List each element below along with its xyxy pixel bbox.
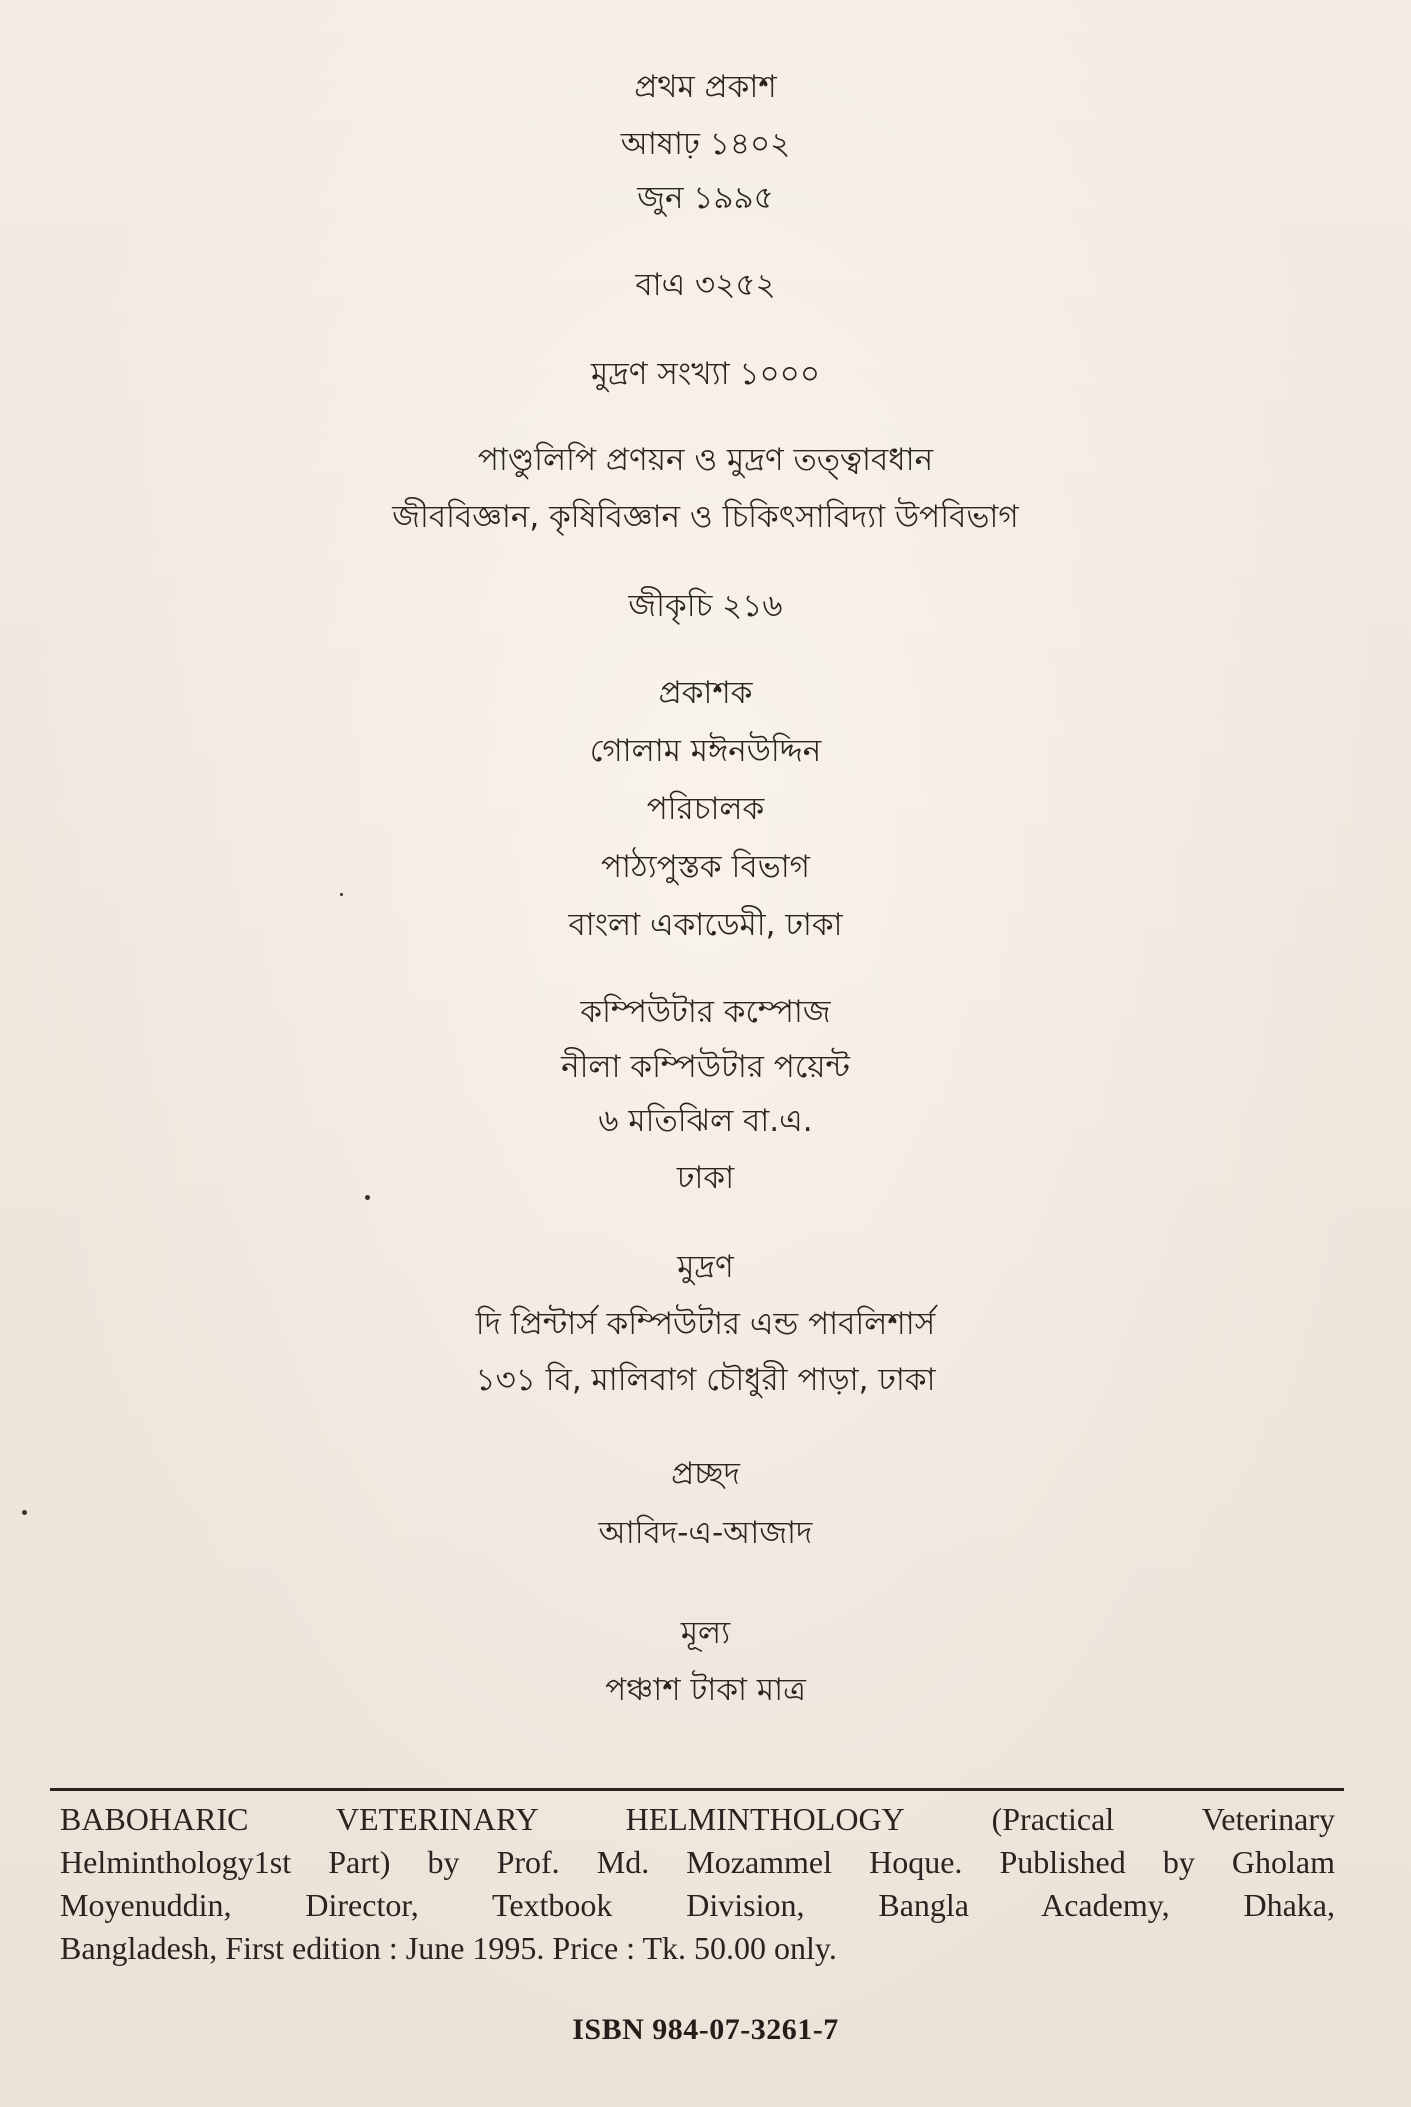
price-value: পঞ্চাশ টাকা মাত্র	[605, 1672, 806, 1708]
paper-speck	[22, 1510, 27, 1515]
printer-address: ১৩১ বি, মালিবাগ চৌধুরী পাড়া, ঢাকা	[475, 1362, 936, 1398]
paper-speck	[340, 893, 343, 896]
manuscript-supervision: পাণ্ডুলিপি প্রণয়ন ও মুদ্রণ তত্ত্বাবধান	[477, 442, 934, 478]
imprint-line: Bangladesh, First edition : June 1995. Price : Tk. 50.00 only.	[60, 1930, 837, 1966]
printer-name: দি প্রিন্টার্স কম্পিউটার এন্ড পাবলিশার্স	[475, 1306, 936, 1342]
bengali-date: আষাঢ় ১৪০২	[620, 126, 791, 162]
subdivision-name: জীববিজ্ঞান, কৃষিবিজ্ঞান ও চিকিৎসাবিদ্যা উপবিভাগ	[392, 499, 1019, 535]
cover-artist: আবিদ-এ-আজাদ	[598, 1515, 813, 1551]
publisher-org: বাংলা একাডেমী, ঢাকা	[568, 907, 843, 943]
publisher-name: গোলাম মঈনউদ্দিন	[589, 733, 822, 769]
price-label: মূল্য	[680, 1615, 731, 1651]
english-date-bn: জুন ১৯৯৫	[637, 180, 774, 216]
compose-address: ৬ মতিঝিল বা.এ.	[598, 1103, 813, 1139]
divider-rule	[50, 1788, 1344, 1791]
paper-speck	[365, 1195, 370, 1200]
publisher-label: প্রকাশক	[658, 675, 753, 711]
compose-label: কম্পিউটার কম্পোজ	[580, 994, 831, 1030]
imprint-line: Moyenuddin, Director, Textbook Division, Bangla Academy, Dhaka,	[60, 1887, 1335, 1923]
english-imprint-paragraph	[60, 1798, 1335, 1970]
publisher-title: পরিচালক	[646, 791, 765, 827]
publisher-division: পাঠ্যপুস্তক বিভাগ	[601, 849, 810, 885]
isbn-number: ISBN 984-07-3261-7	[572, 2013, 839, 2046]
imprint-line: Helminthology1st Part) by Prof. Md. Mozammel Hoque. Published by Gholam	[60, 1844, 1335, 1880]
imprint-line: BABOHARIC VETERINARY HELMINTHOLOGY (Practical Veterinary	[60, 1801, 1335, 1837]
catalog-code: জীকৃচি ২১৬	[628, 588, 783, 624]
compose-city: ঢাকা	[676, 1160, 735, 1196]
academy-serial: বাএ ৩২৫২	[635, 267, 776, 303]
print-run: মুদ্রণ সংখ্যা ১০০০	[590, 356, 820, 392]
first-publication-label: প্রথম প্রকাশ	[634, 69, 777, 105]
compose-name: নীলা কম্পিউটার পয়েন্ট	[561, 1049, 850, 1085]
printer-label: মুদ্রণ	[677, 1249, 734, 1285]
cover-label: প্রচ্ছদ	[671, 1456, 740, 1492]
